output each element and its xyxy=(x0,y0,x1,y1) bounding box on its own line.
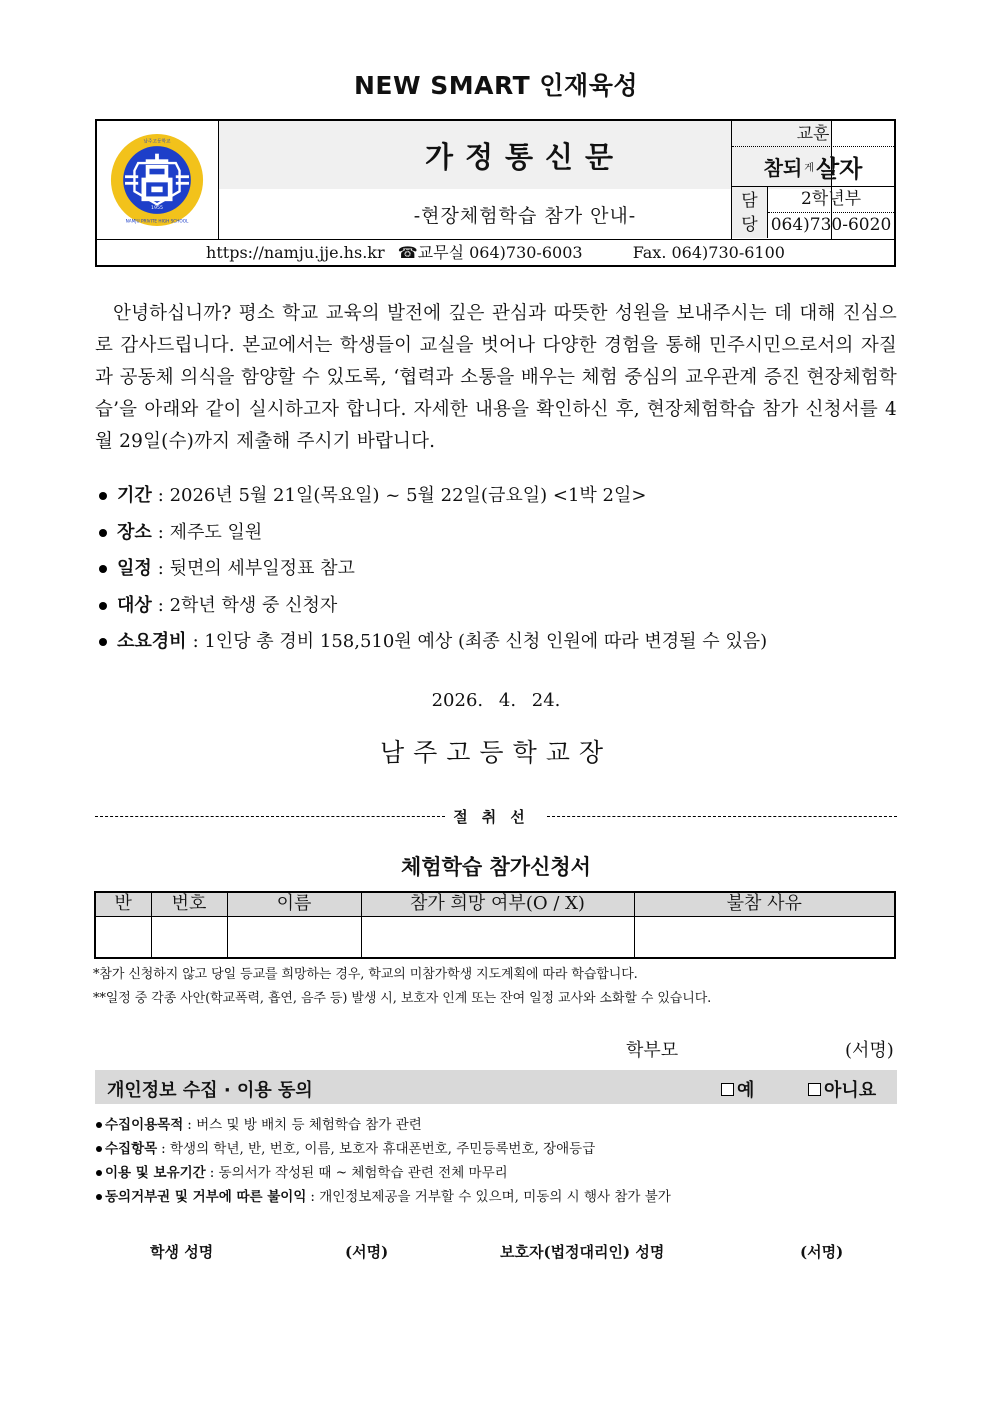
bullet-icon xyxy=(99,565,107,573)
website-link[interactable]: https://namju.jje.hs.kr xyxy=(206,243,385,262)
motto-part-2: 게 xyxy=(804,163,814,174)
item-value: : 학생의 학년, 반, 번호, 이름, 보호자 휴대폰번호, 주민등록번호, 장애등급 xyxy=(161,1141,596,1157)
participation-input[interactable] xyxy=(361,916,634,958)
item-label: 수집항목 xyxy=(105,1141,158,1157)
school-logo-icon xyxy=(110,133,204,227)
detail-value: : 뒷면의 세부일정표 참고 xyxy=(157,558,355,580)
absence-reason-input[interactable] xyxy=(634,916,895,958)
name-input[interactable] xyxy=(227,916,361,958)
bullet-icon xyxy=(99,492,107,500)
parent-signature-field[interactable]: (서명) xyxy=(845,1040,894,1061)
item-value: : 개인정보제공을 거부할 수 있으며, 미동의 시 행사 참가 불가 xyxy=(310,1189,671,1205)
table-row xyxy=(95,916,895,958)
student-name-label: 학생 성명 xyxy=(150,1243,214,1261)
headline: NEW SMART 인재육성 xyxy=(354,71,638,100)
class-input[interactable] xyxy=(95,916,151,958)
item-label: 이용 및 보유기간 xyxy=(105,1165,206,1181)
consent-title: 개인정보 수집 · 이용 동의 xyxy=(107,1080,313,1101)
consent-yes-option[interactable] xyxy=(721,1076,754,1102)
note-2: **일정 중 각종 사안(학교폭력, 흡연, 음주 등) 발생 시, 보호자 인계 또는 잔여 일정 교사와 소화할 수 있습니다. xyxy=(93,991,712,1006)
note-1: *참가 신청하지 않고 당일 등교를 희망하는 경우, 학교의 미참가학생 지도계획에 따라 학습합니다. xyxy=(93,967,638,982)
event-details-list xyxy=(95,478,905,661)
document-title: 가정통신문 xyxy=(219,121,831,189)
column-header-participation: 참가 희망 여부(O / X) xyxy=(361,892,634,916)
cut-line xyxy=(95,806,897,827)
contact-label xyxy=(732,187,768,238)
column-header-class: 반 xyxy=(95,892,151,916)
svg-text:NAMJU PRIVITE HIGH SCHOOL: NAMJU PRIVITE HIGH SCHOOL xyxy=(125,218,189,224)
contact-footer xyxy=(97,239,894,265)
header-box xyxy=(95,119,896,267)
column-header-absence-reason: 불참 사유 xyxy=(634,892,895,916)
document-subtitle: -현장체험학습 참가 안내- xyxy=(413,204,637,227)
motto-part-1: 참되 xyxy=(763,156,803,180)
bullet-icon xyxy=(96,1194,102,1200)
contact-label-1: 담 xyxy=(741,190,758,211)
checkbox-icon[interactable] xyxy=(808,1083,821,1096)
parent-label: 학부모 xyxy=(626,1040,679,1061)
consent-header xyxy=(95,1070,897,1104)
item-label: 수집이용목적 xyxy=(105,1117,184,1133)
phone-icon: ☎ xyxy=(397,243,418,262)
item-value: : 동의서가 작성된 때 ~ 체험학습 관련 전체 마무리 xyxy=(209,1165,508,1181)
student-signature-field[interactable]: (서명) xyxy=(345,1243,389,1261)
consent-item-retention xyxy=(96,1161,671,1185)
checkbox-icon[interactable] xyxy=(721,1083,734,1096)
detail-value: : 1인당 총 경비 158,510원 예상 (최종 신청 인원에 따라 변경될 수 있음) xyxy=(192,631,768,653)
no-label: 아니요 xyxy=(824,1080,877,1101)
detail-label: 기간 xyxy=(117,485,152,507)
svg-text:남주고등학교: 남주고등학교 xyxy=(143,139,171,145)
application-table xyxy=(94,891,896,959)
form-title: 체험학습 참가신청서 xyxy=(401,854,591,879)
fax-number: Fax. 064)730-6100 xyxy=(632,243,785,262)
office-phone: 교무실 064)730-6003 xyxy=(417,243,583,262)
guardian-name-label: 보호자(법정대리인) 성명 xyxy=(500,1243,665,1261)
detail-cost xyxy=(95,624,905,661)
detail-label: 장소 xyxy=(117,521,152,543)
dashed-line-right xyxy=(547,816,897,817)
consent-items xyxy=(96,1113,671,1209)
item-label: 동의거부권 및 거부에 따른 불이익 xyxy=(105,1189,307,1205)
consent-item-fields xyxy=(96,1137,671,1161)
detail-value: : 2학년 학생 중 신청자 xyxy=(157,594,338,616)
bullet-icon xyxy=(96,1146,102,1152)
consent-item-purpose xyxy=(96,1113,671,1137)
detail-label: 대상 xyxy=(117,594,152,616)
bullet-icon xyxy=(99,529,107,537)
logo-cell xyxy=(97,121,219,239)
number-input[interactable] xyxy=(151,916,227,958)
column-header-number: 번호 xyxy=(151,892,227,916)
contact-label-2: 당 xyxy=(741,214,758,235)
svg-text:1955: 1955 xyxy=(151,206,163,212)
item-value: : 버스 및 방 배치 등 체험학습 참가 관련 xyxy=(187,1117,422,1133)
detail-schedule xyxy=(95,551,905,588)
principal-signature: 남주고등학교장 xyxy=(379,738,613,767)
detail-period xyxy=(95,478,905,515)
motto-part-3: 살자 xyxy=(815,155,863,183)
consent-item-refusal xyxy=(96,1185,671,1209)
department: 2학년부 xyxy=(768,187,894,213)
contact-block xyxy=(732,187,894,238)
intro-paragraph: 안녕하십니까? 평소 학교 교육의 발전에 깊은 관심과 따뜻한 성원을 보내주시는 데 대해 진심으로 감사드립니다. 본교에서는 학생들이 교실을 벗어나 다양한 경험을 통해 민주시민으로서의 자질과 공동체 의식을 함양할 수 있도록, ‘협력과 소통을 배우는 체험 중심의 교우관계 증진 현장체험학습’을 아래와 같이 실시하고자 합니다. 자세한 내용을 확인하신 후, 현장체험학습 참가 신청서를 4월 29일(수)까지 제출해 주시기 바랍니다. xyxy=(95,303,897,452)
detail-location xyxy=(95,515,905,552)
detail-value: : 제주도 일원 xyxy=(157,521,263,543)
motto-contact-panel xyxy=(731,121,894,239)
detail-label: 소요경비 xyxy=(117,631,187,653)
school-motto xyxy=(732,147,894,187)
cut-label: 절취선 xyxy=(453,808,539,826)
bullet-icon xyxy=(96,1170,102,1176)
form-notes xyxy=(93,963,711,1011)
dashed-line-left xyxy=(95,816,445,817)
guardian-signature-field[interactable]: (서명) xyxy=(800,1243,844,1261)
detail-target xyxy=(95,588,905,625)
bullet-icon xyxy=(99,638,107,646)
yes-label: 예 xyxy=(737,1080,755,1101)
consent-no-option[interactable] xyxy=(808,1076,876,1102)
issue-date: 2026. 4. 24. xyxy=(431,690,561,711)
detail-value: : 2026년 5월 21일(목요일) ~ 5월 22일(금요일) <1박 2일> xyxy=(157,485,647,507)
motto-label: 교훈 xyxy=(732,121,894,147)
column-header-name: 이름 xyxy=(227,892,361,916)
bullet-icon xyxy=(96,1122,102,1128)
detail-label: 일정 xyxy=(117,558,152,580)
department-phone: 064)730-6020 xyxy=(770,215,892,235)
bullet-icon xyxy=(99,602,107,610)
